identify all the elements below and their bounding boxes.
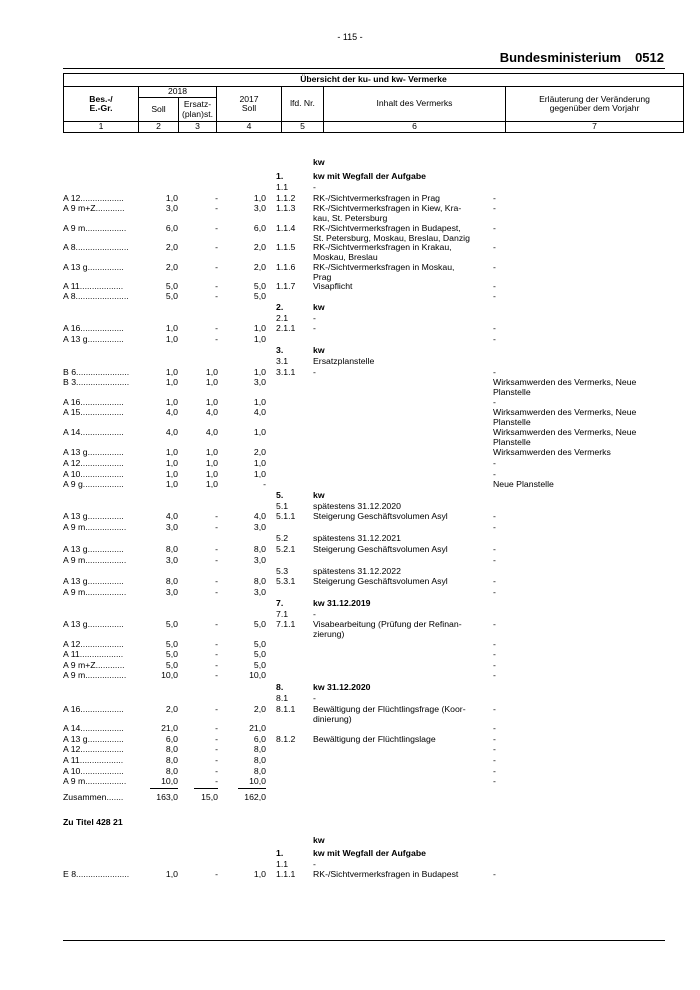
ersatz-value: - <box>215 203 218 213</box>
inhalt-text: - <box>313 323 316 333</box>
inhalt-text: Steigerung Geschäftsvolumen Asyl <box>313 576 448 586</box>
soll-2017-value: 3,0 <box>253 522 266 532</box>
soll-2017-value: 8,0 <box>253 744 266 754</box>
soll-2017-value: 8,0 <box>253 755 266 765</box>
soll-value: 5,0 <box>165 619 178 629</box>
lfd-nr-value: 3.1 <box>276 356 289 366</box>
ersatz-value: - <box>215 223 218 233</box>
ersatz-value: - <box>215 723 218 733</box>
lfd-nr-value: 8. <box>276 682 284 692</box>
ersatz-value: - <box>215 281 218 291</box>
lfd-nr-value: 1. <box>276 848 284 858</box>
inhalt-text: kw 31.12.2020 <box>313 682 371 692</box>
soll-2017-value: 1,0 <box>253 367 266 377</box>
soll-value: 1,0 <box>165 479 178 489</box>
soll-value: 4,0 <box>165 427 178 437</box>
lfd-nr-value: 1.1 <box>276 859 289 869</box>
grade-label: A 10.................. <box>63 469 124 479</box>
lfd-nr-value: 1. <box>276 171 284 181</box>
soll-2017-value: 3,0 <box>253 377 266 387</box>
soll-2017-value: 2,0 <box>253 704 266 714</box>
soll-2017-value: 8,0 <box>253 544 266 554</box>
col-number-6: 6 <box>324 122 506 133</box>
erlaeuterung-text: - <box>493 734 496 744</box>
soll-value: 4,0 <box>165 407 178 417</box>
soll-2017-value: 5,0 <box>253 291 266 301</box>
inhalt-text: Steigerung Geschäftsvolumen Asyl <box>313 544 448 554</box>
soll-value: 2,0 <box>165 262 178 272</box>
lfd-nr-value: 2.1.1 <box>276 323 296 333</box>
soll-value: 5,0 <box>165 281 178 291</box>
erlaeuterung-text: - <box>493 776 496 786</box>
soll-2017-header: 2017 Soll <box>217 87 282 122</box>
ersatz-value: - <box>215 555 218 565</box>
soll-value: 2,0 <box>165 704 178 714</box>
erlaeuterung-text: - <box>493 869 496 879</box>
inhalt-text: spätestens 31.12.2021 <box>313 533 401 543</box>
lfd-nr-value: 5.3 <box>276 566 289 576</box>
erlaeuterung-text: - <box>493 281 496 291</box>
erlaeuterung-text: - <box>493 766 496 776</box>
grade-label: A 15.................. <box>63 407 124 417</box>
inhalt-text: - <box>313 367 316 377</box>
soll-value: 163,0 <box>156 792 178 802</box>
inhalt-text: - <box>313 859 316 869</box>
soll-2017-value: 162,0 <box>244 792 266 802</box>
ersatz-value: - <box>215 587 218 597</box>
soll-2017-value: 5,0 <box>253 281 266 291</box>
erlaeuterung-text: - <box>493 323 496 333</box>
ersatz-value: 1,0 <box>205 469 218 479</box>
grade-label: A 12.................. <box>63 639 124 649</box>
col-number-4: 4 <box>217 122 282 133</box>
inhalt-text: kw mit Wegfall der Aufgabe <box>313 171 426 181</box>
grade-label: A 16.................. <box>63 397 124 407</box>
grade-label: A 11.................. <box>63 281 124 291</box>
erlaeuterung-text: Wirksamwerden des Vermerks <box>493 447 611 457</box>
ersatz-value: - <box>215 576 218 586</box>
grade-label: A 9 m................. <box>63 555 127 565</box>
grade-label: A 16.................. <box>63 704 124 714</box>
grade-label: B 6...................... <box>63 367 130 377</box>
soll-value: 1,0 <box>165 377 178 387</box>
grade-label: A 8...................... <box>63 242 129 252</box>
erlaeuterung-text: - <box>493 242 496 252</box>
ersatz-value: 1,0 <box>205 397 218 407</box>
soll-2017-value: 3,0 <box>253 587 266 597</box>
lfd-nr-value: 8.1.2 <box>276 734 296 744</box>
lfd-nr-value: 5. <box>276 490 284 500</box>
ersatz-value: - <box>215 193 218 203</box>
grade-label: A 12.................. <box>63 744 124 754</box>
soll-2017-value: 10,0 <box>249 776 266 786</box>
erlaeuterung-text: - <box>493 193 496 203</box>
ersatz-value: - <box>215 660 218 670</box>
inhalt-text: kw <box>313 157 325 167</box>
soll-value: 10,0 <box>161 776 178 786</box>
erlaeuterung-text: - <box>493 576 496 586</box>
inhalt-text: kw mit Wegfall der Aufgabe <box>313 848 426 858</box>
lfd-nr-value: 1.1.2 <box>276 193 296 203</box>
ersatz-value: - <box>215 262 218 272</box>
inhalt-text: kw 31.12.2019 <box>313 598 371 608</box>
erlaeuterung-text: - <box>493 291 496 301</box>
erlaeuterung-text: Neue Planstelle <box>493 479 554 489</box>
grade-label: A 9 m................. <box>63 223 127 233</box>
soll-value: 1,0 <box>165 334 178 344</box>
erlaeuterung-header: Erläuterung der Veränderung gegenüber dem Vorjahr <box>506 87 684 122</box>
year-2018-header: 2018 <box>139 87 217 98</box>
lfd-nr-value: 5.1 <box>276 501 289 511</box>
ersatz-value: 15,0 <box>201 792 218 802</box>
grade-label: A 9 g................. <box>63 479 124 489</box>
erlaeuterung-text: Wirksamwerden des Vermerks, Neue Planstelle <box>493 407 637 427</box>
soll-value: 6,0 <box>165 734 178 744</box>
grade-label: A 12.................. <box>63 193 124 203</box>
erlaeuterung-text: - <box>493 555 496 565</box>
soll-value: 21,0 <box>161 723 178 733</box>
erlaeuterung-text: - <box>493 670 496 680</box>
erlaeuterung-text: - <box>493 544 496 554</box>
ersatz-value: 4,0 <box>205 427 218 437</box>
erlaeuterung-text: - <box>493 522 496 532</box>
grade-label: A 12.................. <box>63 458 124 468</box>
soll-2017-value: 6,0 <box>253 223 266 233</box>
ersatz-value: - <box>215 670 218 680</box>
grade-label: A 9 m................. <box>63 776 127 786</box>
soll-2017-value: 5,0 <box>253 619 266 629</box>
ersatz-value: - <box>215 639 218 649</box>
soll-value: 5,0 <box>165 660 178 670</box>
lfd-nr-value: 1.1.3 <box>276 203 296 213</box>
ersatz-value: - <box>215 522 218 532</box>
soll-2017-value: 1,0 <box>253 397 266 407</box>
ersatz-value: - <box>215 334 218 344</box>
inhalt-text: kw <box>313 302 325 312</box>
grade-label: A 13 g............... <box>63 511 124 521</box>
soll-value: 8,0 <box>165 766 178 776</box>
inhalt-text: RK-/Sichtvermerksfragen in Kiew, Kra- kau, St. Petersburg <box>313 203 462 223</box>
grade-label: A 13 g............... <box>63 262 124 272</box>
inhalt-text: Steigerung Geschäftsvolumen Asyl <box>313 511 448 521</box>
grade-label: A 13 g............... <box>63 576 124 586</box>
soll-value: 1,0 <box>165 367 178 377</box>
soll-value: 3,0 <box>165 203 178 213</box>
bes-gr-header: Bes.-/ E.-Gr. <box>64 87 139 122</box>
inhalt-text: kw <box>313 835 325 845</box>
inhalt-text: - <box>313 313 316 323</box>
ersatz-value: - <box>215 511 218 521</box>
erlaeuterung-text: - <box>493 469 496 479</box>
soll-2017-value: 4,0 <box>253 407 266 417</box>
grade-label: Zu Titel 428 21 <box>63 817 123 827</box>
lfd-nr-value: 3. <box>276 345 284 355</box>
soll-2017-value: 5,0 <box>253 649 266 659</box>
erlaeuterung-text: - <box>493 203 496 213</box>
ersatz-value: 1,0 <box>205 447 218 457</box>
soll-2017-value: 3,0 <box>253 555 266 565</box>
soll-value: 8,0 <box>165 744 178 754</box>
erlaeuterung-text: - <box>493 704 496 714</box>
grade-label: A 13 g............... <box>63 619 124 629</box>
inhalt-text: RK-/Sichtvermerksfragen in Prag <box>313 193 440 203</box>
ersatz-value: - <box>215 766 218 776</box>
lfd-nr-value: 8.1.1 <box>276 704 296 714</box>
inhalt-text: Bewältigung der Flüchtlingsfrage (Koor- dinierung) <box>313 704 466 724</box>
inhalt-text: RK-/Sichtvermerksfragen in Budapest <box>313 869 459 879</box>
soll-2017-value: 2,0 <box>253 447 266 457</box>
soll-2017-value: 8,0 <box>253 576 266 586</box>
erlaeuterung-text: - <box>493 334 496 344</box>
soll-2017-value: 21,0 <box>249 723 266 733</box>
table-title: Übersicht der ku- und kw- Vermerke <box>64 74 684 87</box>
soll-value: 4,0 <box>165 511 178 521</box>
grade-label: A 11.................. <box>63 649 124 659</box>
ersatz-value: 1,0 <box>205 377 218 387</box>
inhalt-text: - <box>313 609 316 619</box>
ersatz-value: - <box>215 869 218 879</box>
inhalt-header: Inhalt des Vermerks <box>324 87 506 122</box>
inhalt-text: - <box>313 693 316 703</box>
soll-header: Soll <box>139 98 179 122</box>
ersatz-value: - <box>215 619 218 629</box>
inhalt-text: spätestens 31.12.2022 <box>313 566 401 576</box>
ersatz-value: 1,0 <box>205 479 218 489</box>
lfd-nr-value: 2. <box>276 302 284 312</box>
grade-label: A 9 m................. <box>63 522 127 532</box>
lfd-nr-value: 1.1.4 <box>276 223 296 233</box>
chapter-number: 0512 <box>635 50 664 65</box>
sum-rule-3 <box>238 788 266 789</box>
erlaeuterung-text: - <box>493 587 496 597</box>
erlaeuterung-text: - <box>493 649 496 659</box>
ministry-name: Bundesministerium <box>499 50 622 65</box>
erlaeuterung-text: - <box>493 458 496 468</box>
soll-2017-value: 1,0 <box>253 869 266 879</box>
soll-value: 8,0 <box>165 544 178 554</box>
lfd-nr-value: 1.1.5 <box>276 242 296 252</box>
col-number-2: 2 <box>139 122 179 133</box>
soll-value: 3,0 <box>165 587 178 597</box>
grade-label: A 9 m+Z............ <box>63 660 125 670</box>
grade-label: A 13 g............... <box>63 544 124 554</box>
soll-2017-value: 1,0 <box>253 193 266 203</box>
soll-value: 10,0 <box>161 670 178 680</box>
lfd-nr-value: 7.1 <box>276 609 289 619</box>
lfd-nr-value: 5.1.1 <box>276 511 296 521</box>
grade-label: A 14.................. <box>63 723 124 733</box>
lfd-nr-value: 5.2 <box>276 533 289 543</box>
soll-2017-value: 1,0 <box>253 323 266 333</box>
ersatz-value: - <box>215 323 218 333</box>
erlaeuterung-text: - <box>493 262 496 272</box>
sum-rule-2 <box>194 788 218 789</box>
soll-value: 8,0 <box>165 576 178 586</box>
erlaeuterung-text: - <box>493 223 496 233</box>
soll-value: 3,0 <box>165 555 178 565</box>
lfd-nr-value: 1.1.7 <box>276 281 296 291</box>
lfd-nr-value: 5.2.1 <box>276 544 296 554</box>
soll-value: 2,0 <box>165 242 178 252</box>
ersatz-value: - <box>215 755 218 765</box>
soll-2017-value: 1,0 <box>253 469 266 479</box>
soll-2017-value: - <box>263 479 266 489</box>
grade-label: A 13 g............... <box>63 447 124 457</box>
grade-label: A 16.................. <box>63 323 124 333</box>
soll-2017-value: 5,0 <box>253 639 266 649</box>
soll-value: 1,0 <box>165 869 178 879</box>
inhalt-text: RK-/Sichtvermerksfragen in Krakau, Moskau, Breslau <box>313 242 452 262</box>
lfd-nr-value: 8.1 <box>276 693 289 703</box>
soll-value: 3,0 <box>165 522 178 532</box>
soll-value: 1,0 <box>165 397 178 407</box>
soll-value: 5,0 <box>165 291 178 301</box>
ersatz-value: - <box>215 544 218 554</box>
footer-rule <box>63 940 665 941</box>
grade-label: A 9 m................. <box>63 670 127 680</box>
soll-value: 6,0 <box>165 223 178 233</box>
soll-2017-value: 4,0 <box>253 511 266 521</box>
grade-label: E 8...................... <box>63 869 130 879</box>
inhalt-text: - <box>313 182 316 192</box>
grade-label: B 3...................... <box>63 377 130 387</box>
ersatz-value: - <box>215 649 218 659</box>
soll-value: 1,0 <box>165 323 178 333</box>
ersatz-value: 1,0 <box>205 458 218 468</box>
ersatz-value: - <box>215 242 218 252</box>
erlaeuterung-text: - <box>493 723 496 733</box>
lfd-nr-value: 7. <box>276 598 284 608</box>
soll-2017-value: 2,0 <box>253 242 266 252</box>
inhalt-text: Visabearbeitung (Prüfung der Refinan- zierung) <box>313 619 462 639</box>
soll-2017-value: 8,0 <box>253 766 266 776</box>
col-number-3: 3 <box>179 122 217 133</box>
inhalt-text: spätestens 31.12.2020 <box>313 501 401 511</box>
lfd-nr-value: 3.1.1 <box>276 367 296 377</box>
erlaeuterung-text: - <box>493 744 496 754</box>
soll-2017-value: 10,0 <box>249 670 266 680</box>
lfd-nr-value: 1.1 <box>276 182 289 192</box>
grade-label: A 11.................. <box>63 755 124 765</box>
erlaeuterung-text: - <box>493 639 496 649</box>
erlaeuterung-text: - <box>493 367 496 377</box>
grade-label: A 13 g............... <box>63 334 124 344</box>
soll-value: 1,0 <box>165 193 178 203</box>
erlaeuterung-text: - <box>493 660 496 670</box>
lfd-nr-value: 2.1 <box>276 313 289 323</box>
grade-label: A 13 g............... <box>63 734 124 744</box>
inhalt-text: Bewältigung der Flüchtlingslage <box>313 734 436 744</box>
lfd-nr-value: 1.1.1 <box>276 869 296 879</box>
soll-2017-value: 3,0 <box>253 203 266 213</box>
sum-rule-1 <box>150 788 178 789</box>
ersatz-value: - <box>215 744 218 754</box>
col-number-5: 5 <box>282 122 324 133</box>
erlaeuterung-text: Wirksamwerden des Vermerks, Neue Planstelle <box>493 377 637 397</box>
soll-value: 1,0 <box>165 458 178 468</box>
soll-value: 5,0 <box>165 639 178 649</box>
inhalt-text: kw <box>313 490 325 500</box>
soll-2017-value: 6,0 <box>253 734 266 744</box>
ersatz-header: Ersatz- (plan)st. <box>179 98 217 122</box>
grade-label: A 9 m................. <box>63 587 127 597</box>
ersatz-value: 1,0 <box>205 367 218 377</box>
soll-2017-value: 1,0 <box>253 427 266 437</box>
soll-2017-value: 1,0 <box>253 458 266 468</box>
soll-2017-value: 2,0 <box>253 262 266 272</box>
inhalt-text: RK-/Sichtvermerksfragen in Moskau, Prag <box>313 262 455 282</box>
soll-value: 1,0 <box>165 447 178 457</box>
soll-value: 5,0 <box>165 649 178 659</box>
erlaeuterung-text: Wirksamwerden des Vermerks, Neue Planstelle <box>493 427 637 447</box>
ersatz-value: - <box>215 776 218 786</box>
erlaeuterung-text: - <box>493 755 496 765</box>
inhalt-text: RK-/Sichtvermerksfragen in Budapest, St. Petersburg, Moskau, Breslau, Danzig <box>313 223 470 243</box>
grade-label: Zusammen....... <box>63 792 124 802</box>
col-number-7: 7 <box>506 122 684 133</box>
inhalt-text: Ersatzplanstelle <box>313 356 375 366</box>
soll-2017-value: 1,0 <box>253 334 266 344</box>
ersatz-value: - <box>215 704 218 714</box>
soll-value: 8,0 <box>165 755 178 765</box>
grade-label: A 8...................... <box>63 291 129 301</box>
inhalt-text: kw <box>313 345 325 355</box>
lfd-nr-header: lfd. Nr. <box>282 87 324 122</box>
ersatz-value: - <box>215 734 218 744</box>
col-number-1: 1 <box>64 122 139 133</box>
soll-value: 1,0 <box>165 469 178 479</box>
erlaeuterung-text: - <box>493 397 496 407</box>
ersatz-value: - <box>215 291 218 301</box>
page-number: - 115 - <box>337 32 363 42</box>
grade-label: A 10.................. <box>63 766 124 776</box>
ersatz-value: 4,0 <box>205 407 218 417</box>
erlaeuterung-text: - <box>493 511 496 521</box>
lfd-nr-value: 1.1.6 <box>276 262 296 272</box>
soll-2017-value: 5,0 <box>253 660 266 670</box>
inhalt-text: Visapflicht <box>313 281 353 291</box>
erlaeuterung-text: - <box>493 619 496 629</box>
grade-label: A 9 m+Z............ <box>63 203 125 213</box>
lfd-nr-value: 5.3.1 <box>276 576 296 586</box>
lfd-nr-value: 7.1.1 <box>276 619 296 629</box>
grade-label: A 14.................. <box>63 427 124 437</box>
